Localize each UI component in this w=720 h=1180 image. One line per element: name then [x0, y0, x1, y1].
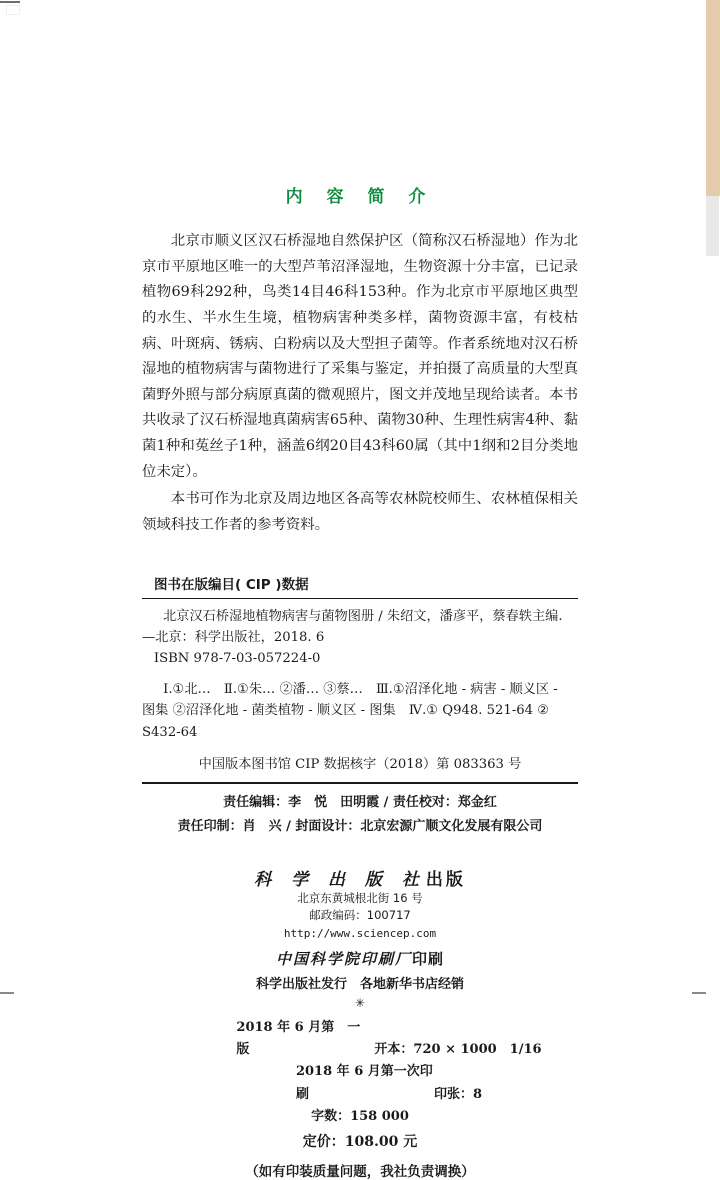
specs-edition-label: 2018 年 6 月第 一 版: [236, 1019, 374, 1057]
cip-title-line: 北京汉石桥湿地植物病害与菌物图册 / 朱绍文，潘彦平，蔡春轶主编.: [163, 608, 563, 624]
page-title: 内 容 简 介: [285, 187, 435, 207]
quality-note: （如有印装质量问题，我社负责调换）: [245, 1164, 475, 1180]
publisher-url[interactable]: http://www.sciencep.com: [283, 926, 437, 940]
specs-wordcount-label: 字数：158 000: [311, 1108, 409, 1124]
specs-sheets-label: 印张：8: [433, 1086, 483, 1102]
cip-heading: 图书在版编目( CIP )数据: [154, 576, 309, 593]
publisher-postcode: 邮政编码：100717: [309, 908, 411, 923]
credits-editor-line: 责任编辑：李 悦 田明霞 / 责任校对：郑金红: [223, 794, 497, 810]
publisher-brand: 科 学 出 版 社: [254, 870, 426, 891]
abstract-paragraph-2: 本书可作为北京及周边地区各高等农林院校师生、农林植保相关领域科技工作者的参考资料。: [142, 491, 578, 534]
printer-suffix: 印刷: [412, 950, 445, 969]
price-label: 定价：108.00 元: [302, 1134, 418, 1151]
separator-asterisk-icon: ✳: [354, 996, 366, 1011]
cip-publisher-line: —北京：科学出版社，2018. 6: [142, 630, 325, 646]
specs-row-wordcount: [0, 1106, 720, 1128]
specs-format-label: 开本：720 × 1000 1/16: [374, 1041, 542, 1057]
publisher-address: 北京东黄城根北街 16 号: [297, 891, 423, 906]
imprint-block: [0, 865, 720, 1010]
publisher-suffix: 出版: [425, 870, 466, 891]
abstract-block: [142, 229, 578, 539]
cip-classification-line-2: 图集 ②沼泽化地 - 菌类植物 - 顺义区 - 图集 Ⅳ.① Q948. 521-64 ② S432-64: [142, 703, 550, 740]
distribution-line: 科学出版社发行 各地新华书店经销: [255, 977, 464, 993]
specs-row-edition: [0, 1017, 720, 1062]
cip-registry-number: 中国版本图书馆 CIP 数据核字（2018）第 083363 号: [198, 756, 522, 772]
printer-line: [0, 948, 720, 969]
credits-production-line: 责任印制：肖 兴 / 封面设计：北京宏源广顺文化发展有限公司: [177, 818, 543, 834]
cip-body: [142, 599, 578, 749]
printer-name: 中国科学院印刷厂: [275, 950, 412, 969]
cip-rule-bottom: [142, 782, 578, 784]
cip-spacer: [142, 670, 578, 679]
specs-row-printing: [0, 1061, 720, 1106]
credits-block: [142, 791, 578, 839]
specs-printing-label: 2018 年 6 月第一次印刷: [295, 1064, 433, 1102]
cip-isbn: ISBN 978-7-03-057224-0: [153, 651, 321, 667]
cip-block: [142, 573, 578, 784]
publisher-name-line: [0, 865, 720, 890]
abstract-paragraph-1: 北京市顺义区汉石桥湿地自然保护区（简称汉石桥湿地）作为北京市平原地区唯一的大型芦苇沼泽湿地，生物资源十分丰富，已记录植物69科292种，鸟类14目46科153种。作为北京市平原地区典型的水生、半水生生境，植物病害种类多样，菌物资源丰富，有枝枯病、叶斑病、锈病、白粉病以及大型担子菌等。作者系统地对汉石桥湿地的植物病害与菌物进行了采集与鉴定，并拍摄了高质量的大型真菌野外照与部分病原真菌的微观照片，图文并茂地呈现给读者。本书共收录了汉石桥湿地真菌病害65种、菌物30种、生理性病害4种、黏菌1种和菟丝子1种，涵盖6纲20目43科60属（其中1纲和2目分类地位未定）。: [142, 233, 578, 480]
colophon-specs: [0, 1017, 720, 1129]
cip-classification-line-1: Ⅰ.①北… Ⅱ.①朱… ②潘… ③蔡… Ⅲ.①沼泽化地 - 病害 - 顺义区 -: [163, 681, 558, 697]
